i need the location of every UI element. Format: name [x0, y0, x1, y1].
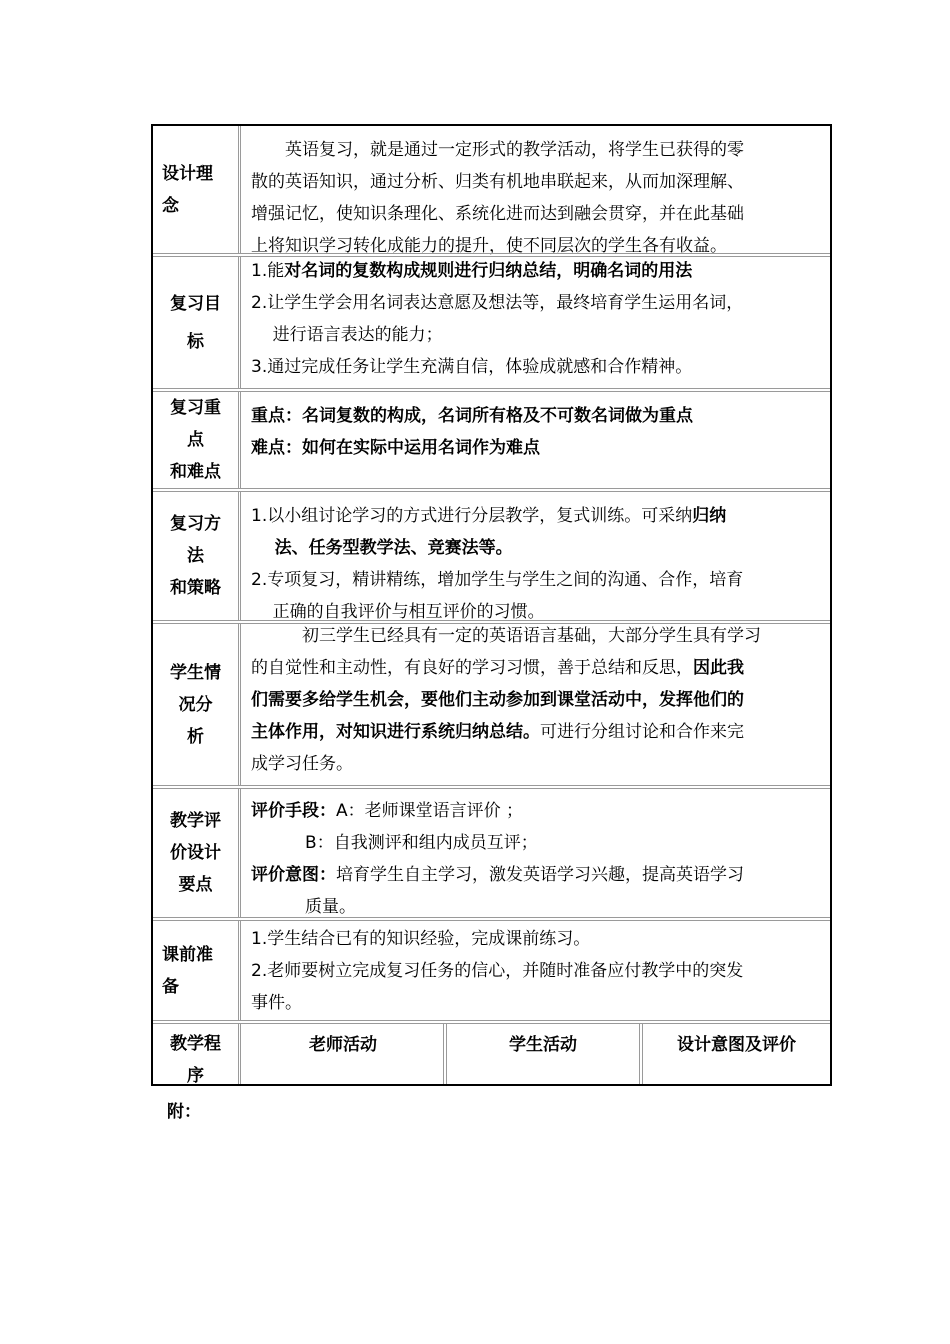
- text-line: B：自我测评和组内成员互评；: [251, 833, 538, 853]
- text-line: 散的英语知识，通过分析、归类有机地串联起来，从而加深理解、: [251, 172, 744, 192]
- text-line: 1.学生结合已有的知识经验，完成课前练习。: [251, 929, 591, 949]
- text-line: 质量。: [251, 897, 357, 917]
- lesson-plan-table: [151, 124, 832, 1086]
- text-line: 英语复习，就是通过一定形式的教学活动，将学生已获得的零: [251, 140, 744, 160]
- row-content: [251, 255, 822, 383]
- row-content: [251, 400, 822, 464]
- text-line: 正确的自我评价与相互评价的习惯。: [251, 602, 545, 622]
- column-header-student: 学生活动: [509, 1035, 577, 1055]
- row-methods: [153, 492, 830, 620]
- text-line: 上将知识学习转化成能力的提升，使不同层次的学生各有收益。: [251, 236, 727, 256]
- text-line: 2.专项复习，精讲精练，增加学生与学生之间的沟通、合作，培育: [251, 570, 744, 590]
- row-student-analysis: [153, 624, 830, 785]
- row-key-points: [153, 392, 830, 488]
- text-line: 2.让学生学会用名词表达意愿及想法等，最终培育学生运用名词，: [251, 293, 744, 313]
- text-line: 1.能对名词的复数构成规则进行归纳总结，明确名词的用法: [251, 261, 693, 281]
- text-line: 评价意图：培育学生自主学习，激发英语学习兴趣，提高英语学习: [251, 865, 744, 885]
- text-line: 评价手段：A：老师课堂语言评价 ；: [251, 801, 524, 821]
- column-header-design-intent: 设计意图及评价: [677, 1035, 796, 1055]
- attachment-label: 附：: [167, 1102, 201, 1122]
- row-procedure: [153, 1024, 830, 1084]
- row-label: 复习目 标: [153, 257, 241, 388]
- text-line: 初三学生已经具有一定的英语语言基础，大部分学生具有学习: [251, 626, 761, 646]
- text-line: 难点：如何在实际中运用名词作为难点: [251, 438, 540, 458]
- row-label: 设计理 念: [153, 126, 241, 253]
- text-line: 2.老师要树立完成复习任务的信心，并随时准备应付教学中的突发: [251, 961, 744, 981]
- row-content: [251, 795, 822, 923]
- text-line: 的自觉性和主动性，有良好的学习习惯，善于总结和反思，因此我: [251, 658, 744, 678]
- row-content: [251, 134, 822, 262]
- text-line: 重点：名词复数的构成，名词所有格及不可数名词做为重点: [251, 406, 693, 426]
- row-evaluation: [153, 789, 830, 917]
- text-line: 3.通过完成任务让学生充满自信，体验成就感和合作精神。: [251, 357, 693, 377]
- text-line: 增强记忆，使知识条理化、系统化进而达到融会贯穿，并在此基础: [251, 204, 744, 224]
- text-line: 们需要多给学生机会，要他们主动参加到课堂活动中，发挥他们的: [251, 690, 744, 710]
- row-design-concept: [153, 126, 830, 256]
- row-content: [251, 500, 822, 628]
- text-line: 1.以小组讨论学习的方式进行分层教学，复式训练。可采纳归纳: [251, 506, 727, 526]
- text-line: 事件。: [251, 993, 302, 1013]
- row-label: 学生情 况分 析: [153, 624, 241, 785]
- row-label: 教学评 价设计 要点: [153, 789, 241, 917]
- column-header-teacher: 老师活动: [309, 1035, 377, 1055]
- row-label: 教学程 序: [153, 1024, 241, 1084]
- text-line: 主体作用，对知识进行系统归纳总结。可进行分组讨论和合作来完: [251, 722, 744, 742]
- row-label: 复习重 点 和难点: [153, 392, 241, 488]
- text-line: 成学习任务。: [251, 754, 353, 774]
- text-line: 法、任务型教学法、竞赛法等。: [251, 538, 513, 558]
- row-content: [251, 620, 822, 780]
- text-line: 进行语言表达的能力；: [251, 325, 443, 345]
- row-preparation: [153, 921, 830, 1020]
- row-review-goals: [153, 257, 830, 388]
- row-label: 课前准 备: [153, 921, 241, 1020]
- row-content: [251, 923, 822, 1019]
- row-label: 复习方 法 和策略: [153, 492, 241, 620]
